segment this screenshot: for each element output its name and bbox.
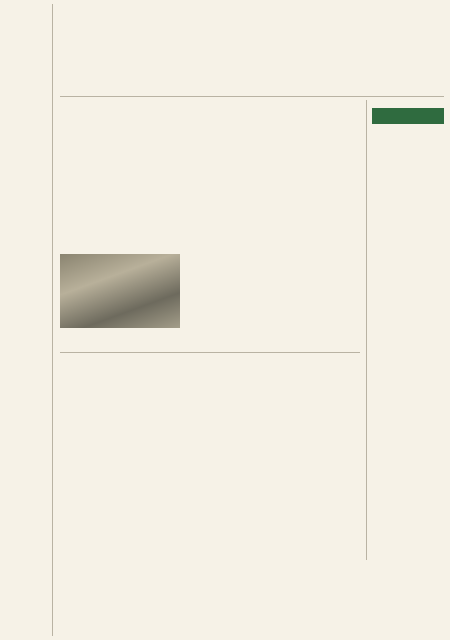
story-e-body: [60, 502, 180, 632]
story-a-body: [60, 120, 360, 246]
masthead: [4, 4, 52, 636]
lead-story-body: [60, 52, 444, 92]
masthead-logo: [6, 6, 50, 46]
story-f-body: [184, 502, 360, 562]
divider: [60, 352, 360, 353]
express-item-3-body: [372, 430, 444, 558]
express-divider: [366, 100, 367, 560]
express-item-2-body: [372, 288, 444, 408]
photo-caption: [60, 330, 180, 346]
story-c-body: [60, 372, 180, 482]
news-express-tab: [372, 108, 444, 124]
express-item-1-body: [372, 146, 444, 266]
photo: [60, 254, 180, 328]
bottom-story-body: [184, 586, 444, 634]
story-b-body: [184, 270, 360, 350]
divider: [60, 96, 444, 97]
masthead-divider: [52, 4, 53, 636]
story-d-body: [184, 372, 360, 482]
